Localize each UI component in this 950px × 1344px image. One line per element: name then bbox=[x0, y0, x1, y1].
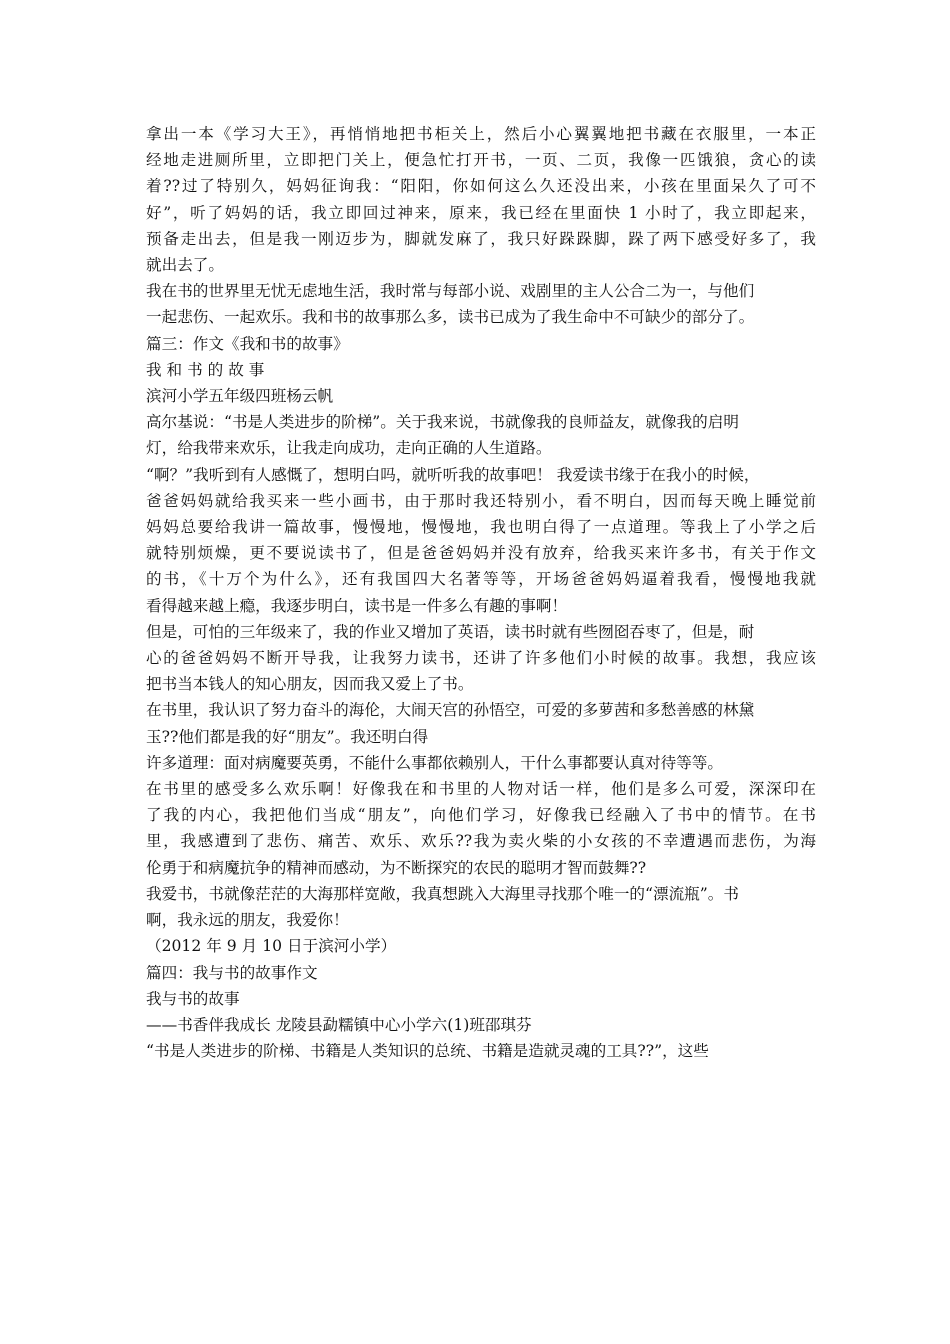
text-line: 我爱书，书就像茫茫的大海那样宽敞，我真想跳入大海里寻找那个唯一的“漂流瓶”。书 bbox=[146, 884, 739, 903]
text-line: “啊？”我听到有人感慨了，想明白吗，就听听我的故事吧！ 我爱读书缘于在我小的时候， bbox=[146, 465, 760, 484]
text-line: 啊，我永远的朋友，我爱你！ bbox=[146, 911, 349, 930]
text-line: 但是，可怕的三年级来了，我的作业又增加了英语，读书时就有些囫囵吞枣了，但是，耐 bbox=[146, 622, 755, 641]
text-line: 灯，给我带来欢乐，让我走向成功，走向正确的人生道路。 bbox=[146, 439, 552, 458]
text-line: 里，我感遭到了悲伤、痛苦、欢乐、欢乐??我为卖火柴的小女孩的不幸遭遇而悲伤，为海 bbox=[146, 832, 816, 851]
text-line: 拿出一本《学习大王》，再悄悄地把书柜关上，然后小心翼翼地把书藏在衣服里，一本正 bbox=[146, 125, 816, 143]
text-line: 在书里，我认识了努力奋斗的海伦，大闹天宫的孙悟空，可爱的多萝茜和多愁善感的林黛 bbox=[146, 701, 755, 720]
text-line: 把书当本钱人的知心朋友，因而我又爱上了书。 bbox=[146, 675, 474, 694]
text-line: 玉??他们都是我的好“朋友”。我还明白得 bbox=[146, 727, 429, 746]
text-line: 心的爸爸妈妈不断开导我，让我努力读书，还讲了许多他们小时候的故事。我想，我应该 bbox=[146, 649, 816, 668]
document-body bbox=[146, 121, 816, 1064]
text-line: 高尔基说：“书是人类进步的阶梯”。关于我来说，书就像我的良师益友，就像我的启明 bbox=[146, 413, 739, 432]
text-line: 我在书的世界里无忧无虑地生活，我时常与每部小说、戏剧里的主人公合二为一，与他们 bbox=[146, 282, 755, 301]
text-line: 一起悲伤、一起欢乐。我和书的故事那么多，读书已成为了我生命中不可缺少的部分了。 bbox=[146, 308, 755, 327]
text-line: 看得越来越上瘾，我逐步明白，读书是一件多么有趣的事啊！ bbox=[146, 596, 568, 615]
text-line: 我 和 书 的 故 事 bbox=[146, 360, 265, 379]
text-line: “书是人类进步的阶梯、书籍是人类知识的总统、书籍是造就灵魂的工具??”，这些 bbox=[146, 1042, 709, 1061]
text-line: ——书香伴我成长 龙陵县勐糯镇中心小学六(1)班邵琪芬 bbox=[146, 1015, 532, 1034]
text-line: 许多道理：面对病魔要英勇，不能什么事都依赖别人，干什么事都要认真对待等等。 bbox=[146, 753, 723, 772]
text-line: 我与书的故事 bbox=[146, 989, 240, 1008]
text-line: 着??过了特别久，妈妈征询我：“阳阳，你如何这么久还没出来，小孩在里面呆久了可不 bbox=[146, 177, 816, 196]
text-line: 滨河小学五年级四班杨云帆 bbox=[146, 387, 334, 406]
text-line: 爸爸妈妈就给我买来一些小画书，由于那时我还特别小，看不明白，因而每天晚上睡觉前 bbox=[146, 491, 816, 510]
text-line: 预备走出去，但是我一刚迈步为，脚就发麻了，我只好跺跺脚，跺了两下感受好多了，我 bbox=[146, 229, 816, 248]
text-line: 的书，《十万个为什么》，还有我国四大名著等等，开场爸爸妈妈逼着我看，慢慢地我就 bbox=[146, 570, 816, 589]
text-line: 在书里的感受多么欢乐啊！好像我在和书里的人物对话一样，他们是多么可爱，深深印在 bbox=[146, 780, 816, 799]
text-line: 好”，听了妈妈的话，我立即回过神来，原来，我已经在里面快 1 小时了，我立即起来， bbox=[146, 203, 816, 222]
text-line: 伦勇于和病魔抗争的精神而感动，为不断探究的农民的聪明才智而鼓舞?? bbox=[146, 858, 647, 877]
text-line: 了我的内心，我把他们当成“朋友”，向他们学习，好像我已经融入了书中的情节。在书 bbox=[146, 806, 816, 825]
text-line: 经地走进厕所里，立即把门关上，便急忙打开书，一页、二页，我像一匹饿狼，贪心的读 bbox=[146, 151, 816, 170]
text-line: 篇三：作文《我和书的故事》 bbox=[146, 334, 349, 353]
text-line: （2012 年 9 月 10 日于滨河小学） bbox=[146, 937, 397, 956]
text-line: 就出去了。 bbox=[146, 256, 224, 275]
text-line: 就特别烦燥，更不要说读书了，但是爸爸妈妈并没有放弃，给我买来许多书，有关于作文 bbox=[146, 544, 816, 563]
text-line: 妈妈总要给我讲一篇故事，慢慢地，慢慢地，我也明白得了一点道理。等我上了小学之后 bbox=[146, 518, 816, 537]
text-line: 篇四：我与书的故事作文 bbox=[146, 963, 318, 982]
